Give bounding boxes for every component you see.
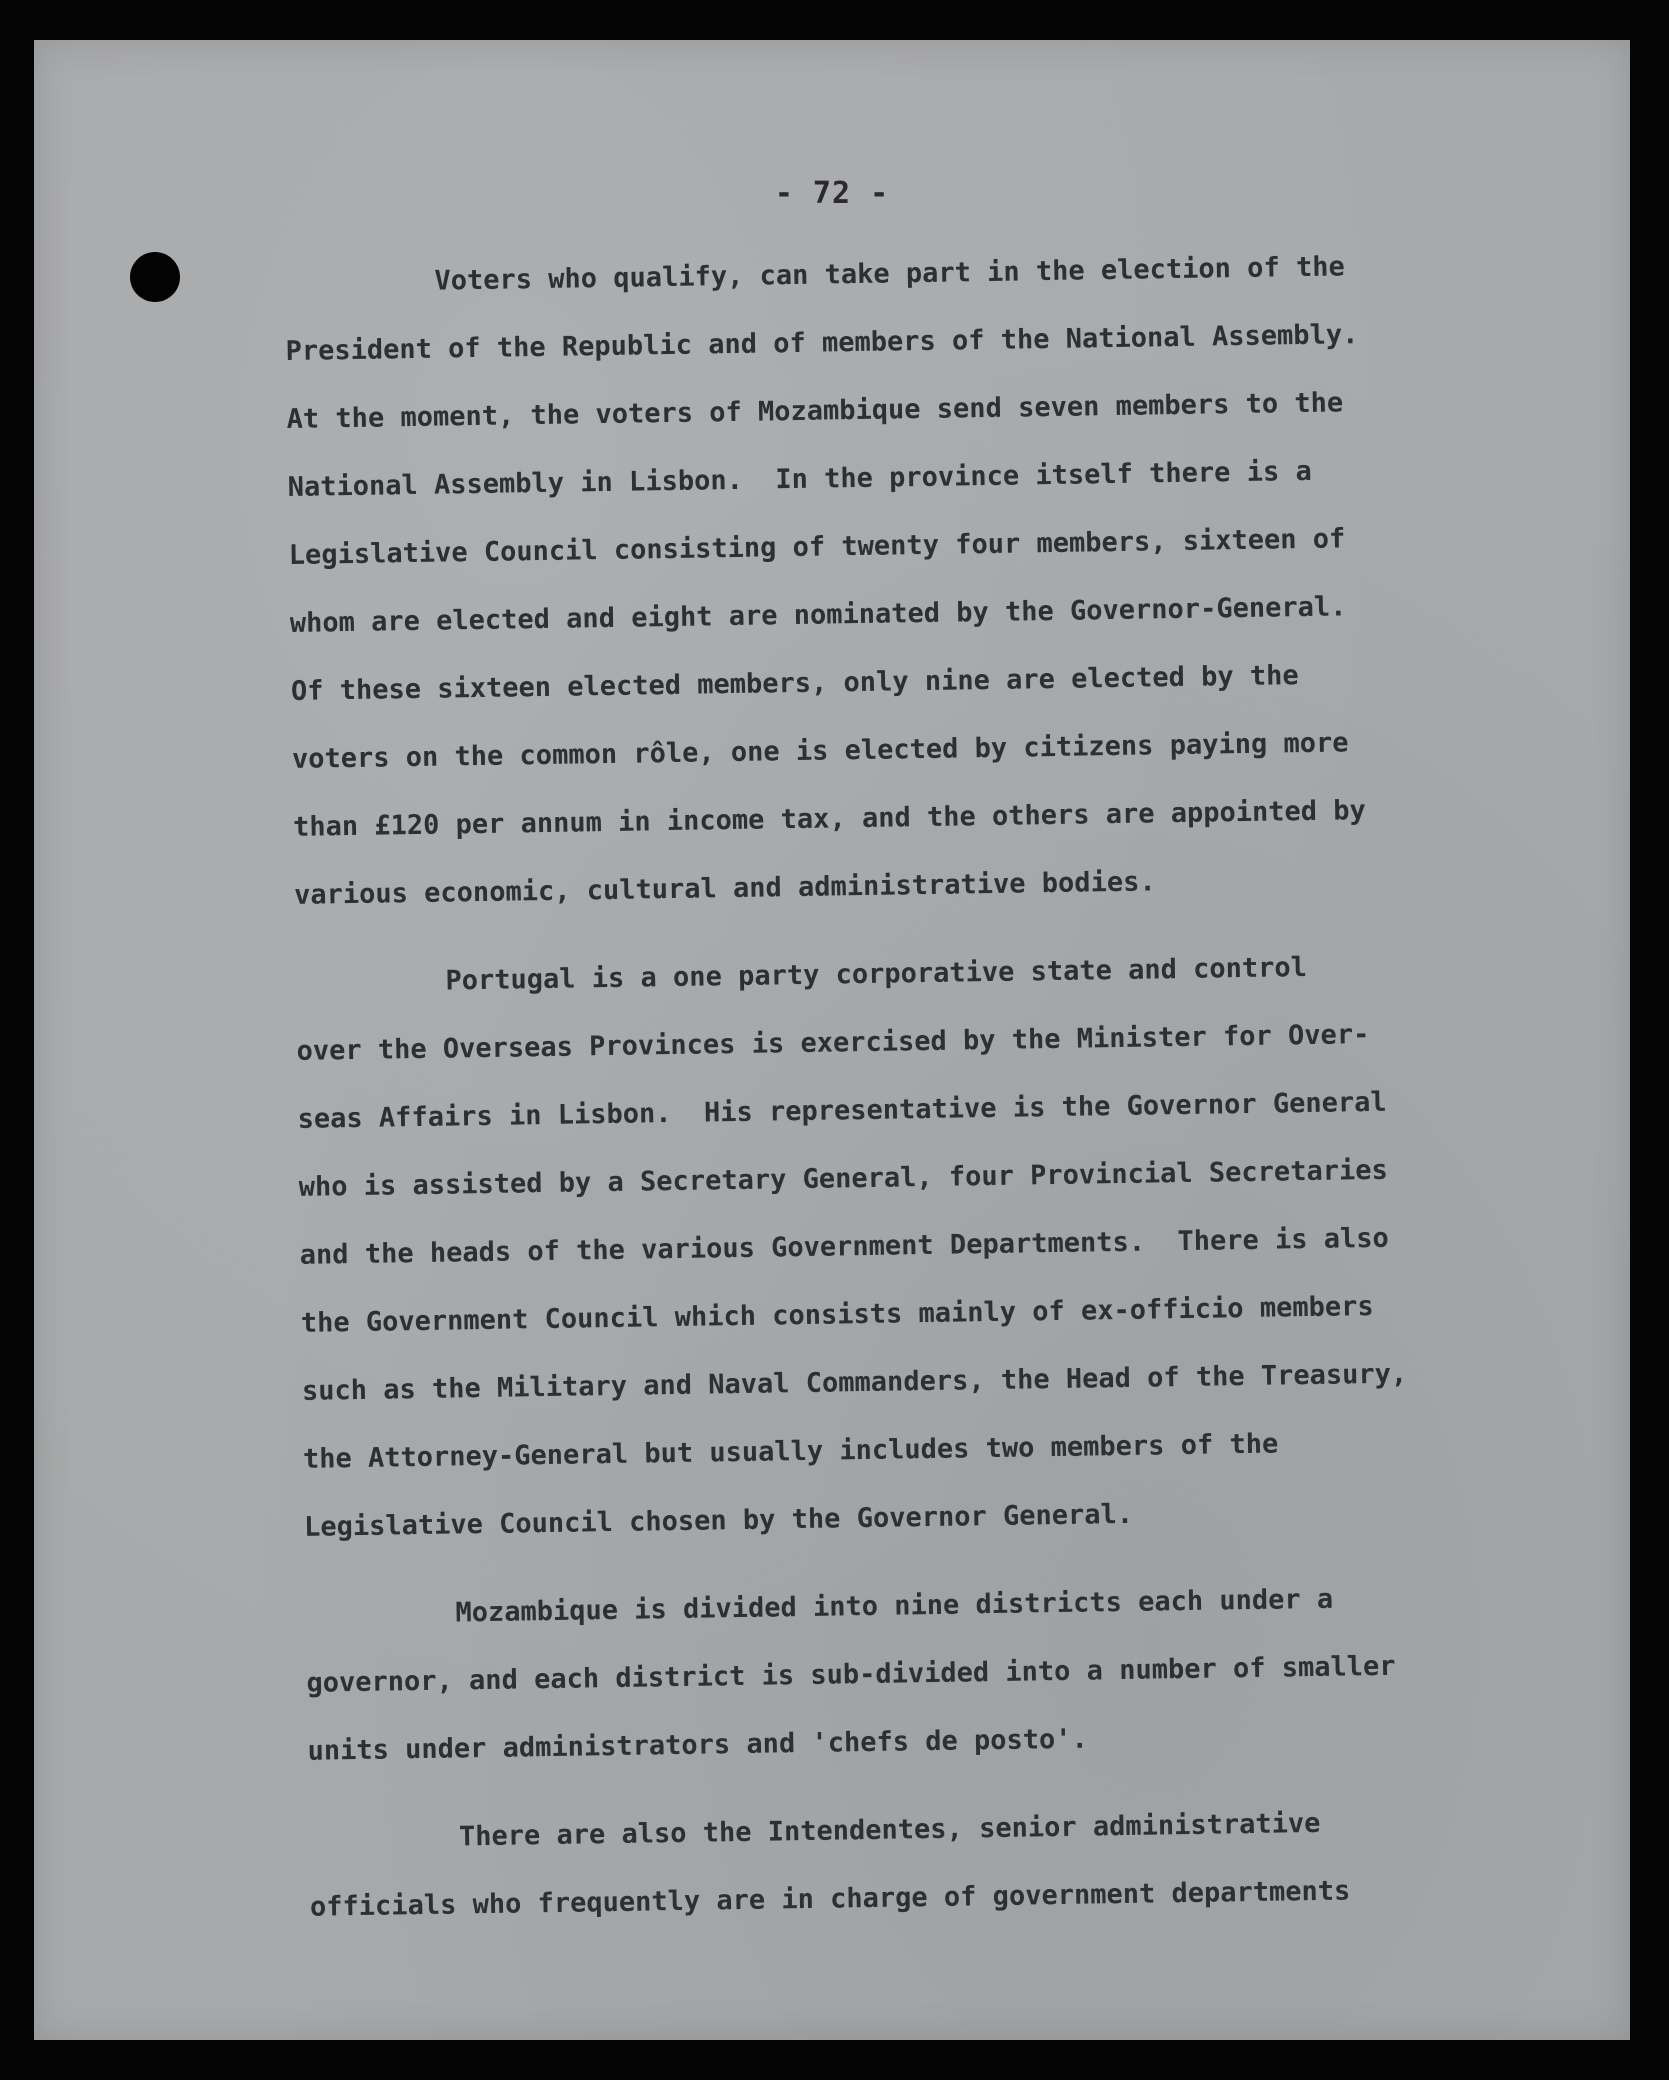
text-line: the Attorney-General but usually includes two members of the xyxy=(302,1428,1279,1475)
text-line: There are also the Intendentes, senior administrative xyxy=(458,1807,1321,1853)
text-line: Voters who qualify, can take part in the election of the xyxy=(434,251,1345,297)
text-line: Legislative Council consisting of twenty four members, sixteen of xyxy=(288,523,1346,571)
text-line: National Assembly in Lisbon. In the province itself there is a xyxy=(287,455,1312,503)
text-line: At the moment, the voters of Mozambique send seven members to the xyxy=(286,387,1344,435)
text-line: the Government Council which consists mainly of ex-officio members xyxy=(300,1291,1374,1339)
text-line: various economic, cultural and administrative bodies. xyxy=(293,866,1156,911)
body-text xyxy=(284,230,1610,1942)
page-number: - 72 - xyxy=(774,176,890,211)
text-line: such as the Military and Naval Commanders, the Head of the Treasury, xyxy=(301,1358,1408,1407)
paragraph xyxy=(295,929,1604,1561)
text-line: whom are elected and eight are nominated by the Governor-General. xyxy=(289,591,1347,639)
text-line: officials who frequently are in charge of government departments xyxy=(309,1875,1351,1923)
document-page xyxy=(34,40,1630,2040)
text-line: than £120 per annum in income tax, and the others are appointed by xyxy=(292,795,1367,843)
text-line: Legislative Council chosen by the Governor General. xyxy=(303,1498,1134,1543)
text-line: and the heads of the various Government Departments. There is also xyxy=(299,1222,1390,1271)
text-line: Portugal is a one party corporative state and control xyxy=(445,952,1308,997)
text-line: Of these sixteen elected members, only nine are elected by the xyxy=(290,660,1299,707)
text-line: voters on the common rôle, one is elected by citizens paying more xyxy=(291,727,1349,775)
text-line: seas Affairs in Lisbon. His representative is the Governor General xyxy=(297,1086,1387,1135)
text-line: Mozambique is divided into nine districts each under a xyxy=(455,1583,1334,1629)
paragraph xyxy=(305,1561,1608,1785)
paragraph xyxy=(308,1785,1610,1941)
text-line: who is assisted by a Secretary General, four Provincial Secretaries xyxy=(298,1154,1388,1203)
paragraph xyxy=(284,230,1595,930)
text-line: President of the Republic and of members of the National Assembly. xyxy=(285,319,1359,367)
text-line: units under administrators and 'chefs de posto'. xyxy=(307,1723,1088,1767)
text-line: governor, and each district is sub-divided into a number of smaller xyxy=(306,1650,1396,1699)
text-line: over the Overseas Provinces is exercised by the Minister for Over- xyxy=(296,1019,1370,1067)
punch-hole xyxy=(130,252,180,302)
